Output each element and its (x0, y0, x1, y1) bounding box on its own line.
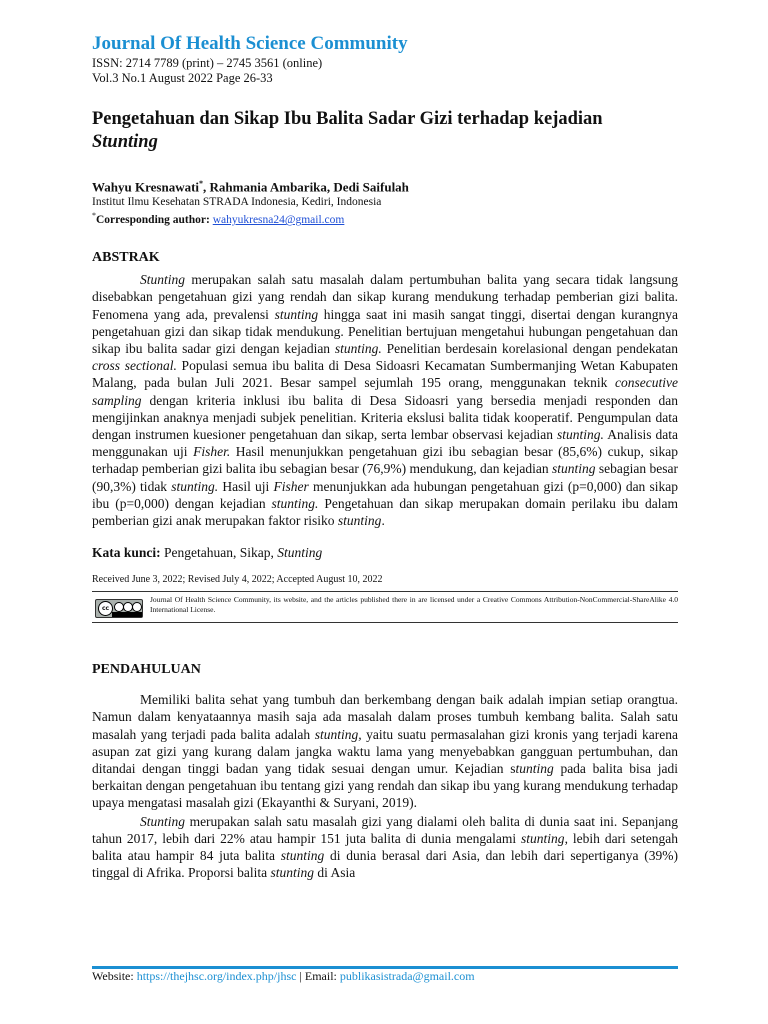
paper-title (92, 108, 678, 154)
intro-seg: stunting (270, 865, 314, 881)
abstract-seg: Penelitian berdesain korelasional dengan pendekatan (381, 340, 678, 356)
abstract-seg: Analisis data menggunakan uji (92, 426, 678, 460)
abstract-seg: . (381, 513, 385, 528)
abstract-seg: Fisher. (193, 444, 231, 460)
author-first: Wahyu Kresnawati (92, 179, 200, 195)
paper-title-italic: Stunting (92, 132, 158, 152)
paper-title-main: Pengetahuan dan Sikap Ibu Balita Sadar Gizi terhadap kejadian (92, 109, 603, 129)
abstract-seg: stunting. (171, 478, 219, 494)
footer (92, 969, 475, 984)
cc-strip (112, 612, 142, 617)
author-mark: * (199, 179, 204, 188)
footer-website-label: Website: (92, 969, 137, 983)
intro-seg: stunting, (314, 726, 362, 742)
intro-seg: Stunting (140, 813, 186, 829)
journal-name: Journal Of Health Science Community (92, 33, 408, 54)
abstract-seg: stunting. (557, 426, 604, 442)
intro-seg: stunting (280, 848, 325, 864)
abstract-seg: merupakan salah satu masalah dalam pertumbuhan balita yang secara tidak langsung disebabkan pengetahuan gizi yang rendah dan sikap kurang mendukung terhadap pemberian gizi balita. Fenomena yang ada, prevalensi (92, 272, 678, 322)
abstract-heading: ABSTRAK (92, 250, 160, 266)
abstract-seg: menunjukkan ada hubungan pengetahuan gizi (p=0,000) dan sikap ibu (p=0,000) dengan kejadian (92, 478, 679, 511)
abstract-seg: stunting (274, 306, 319, 322)
abstract-seg: Pengetahuan dan sikap merupakan domain perilaku ibu dalam pemberian gizi anak merupakan faktor risiko (92, 495, 678, 528)
intro-paragraph-2 (92, 813, 678, 882)
corr-label: Corresponding author: (96, 214, 210, 227)
intro-seg: stunting (521, 830, 565, 846)
author-list (92, 176, 678, 195)
corr-email-link[interactable]: wahyukresna24@gmail.com (212, 214, 345, 227)
abstract-seg: sebagian besar (90,3%) tidak (92, 461, 679, 494)
intro-seg: tunting (515, 761, 554, 777)
received-dates: Received June 3, 2022; Revised July 4, 2022; Accepted August 10, 2022 (92, 574, 383, 586)
intro-seg: pada balita bisa jadi berkaitan dengan pengetahuan ibu tentang gizi yang rendah dan sikap ibu yang kurang mendukung terhadap upaya mengatasi masalah gizi (Ekayanthi & Suryani, 2019). (92, 761, 678, 811)
intro-seg: Memiliki balita sehat yang tumbuh dan berkembang dengan baik adalah impian setiap orangtua. Namun dalam kenyataannya masih saja ada masalah dalam proses tumbuh kembang balita. Salah satu masalah yang terjadi pada balita adalah (92, 692, 678, 742)
journal-issn: ISSN: 2714 7789 (print) – 2745 3561 (online) (92, 56, 323, 70)
footer-email-link[interactable]: publikasistrada@gmail.com (339, 969, 475, 983)
intro-seg: , lebih dari setengah balita atau hampir 84 juta balita (92, 830, 678, 864)
license-text: Journal Of Health Science Community, its website, and the articles published there in are licensed under a Creative Commons Attribution-NonCommercial-ShareAlike 4.0 International License. (150, 595, 678, 615)
footer-email-label: Email: (304, 969, 340, 983)
abstract-seg: stunting. (271, 495, 319, 511)
abstract-seg: stunting (552, 461, 596, 477)
affiliation: Institut Ilmu Kesehatan STRADA Indonesia, Kediri, Indonesia (92, 196, 382, 209)
abstract-seg: Hasil menunjukkan pengetahuan gizi ibu sebagian besar (85,6%) cukup, sikap terhadap pemberian gizi balita ibu sebagian besar (76,9%) mendukung, dan kejadian (92, 444, 678, 477)
footer-separator: | (296, 969, 305, 983)
footer-website-link[interactable]: https://thejhsc.org/index.php/jhsc (136, 969, 297, 983)
cc-license-icon[interactable] (95, 599, 143, 618)
abstract-seg: Populasi semua ibu balita di Desa Sidoasri Kecamatan Sumbermanjing Wetan Kabupaten Malang, pada bulan Juli 2021. Besar sampel sejumlah 195 orang, menggunakan teknik (92, 358, 679, 391)
license-box (92, 591, 678, 623)
journal-volume: Vol.3 No.1 August 2022 Page 26-33 (92, 71, 273, 85)
abstract-seg: dengan kriteria inklusi ibu balita di Desa Sidoasri yang bersedia menjadi responden dan mengijinkan anaknya menjadi subjek penelitian. Kriteria ekslusi balita tidak kooperatif. Pengumpulan data dengan instrumen kuesioner pengetahuan dan sikap, serta lembar observasi kejadian (92, 392, 678, 442)
abstract-seg: Stunting (140, 272, 186, 288)
abstract-seg: hingga saat ini masih sangat tinggi, disertai dengan kurangnya pengetahuan gizi dan sikap tidak mendukung. Penelitian bertujuan mengetahui hubungan pengetahuan dan sikap ibu balita sadar gizi dengan kejadian (92, 306, 678, 356)
abstract-seg: stunting (337, 513, 382, 528)
abstract-seg: Fisher (273, 478, 309, 494)
intro-seg: di Asia (314, 865, 356, 881)
abstract-seg: cross sectional. (92, 358, 177, 374)
keywords-label: Kata kunci: (92, 545, 161, 561)
intro-paragraph-1 (92, 691, 678, 811)
abstract-seg: Hasil uji (218, 478, 274, 494)
intro-seg: yaitu suatu permasalahan gizi kronis yang terjadi karena asupan zat gizi yang kurang dalam jangka waktu lama yang menyebabkan gangguan pertumbuhan, dan ditandai dengan tinggi badan yang tidak sesuai dengan umur. Kejadian s (92, 726, 679, 777)
cc-logo: cc (98, 601, 113, 616)
keywords-italic: Stunting (277, 545, 323, 561)
sa-icon (132, 602, 142, 612)
paper-page (92, 32, 678, 881)
corresponding-author (92, 209, 678, 227)
intro-seg: merupakan salah satu masalah gizi yang dialami oleh balita di dunia saat ini. Sepanjang tahun 2017, lebih dari 22% atau hampir 151 juta balita di dunia mengalami (92, 813, 678, 846)
intro-heading: PENDAHULUAN (92, 662, 201, 678)
keywords-plain: Pengetahuan, Sikap, (160, 545, 278, 561)
intro-seg: di dunia berasal dari Asia, dan lebih dari sepertiganya (39%) tinggal di Afrika. Proporsi balita (92, 848, 678, 881)
author-rest: , Rahmania Ambarika, Dedi Saifulah (203, 179, 409, 195)
keywords (92, 544, 678, 561)
corr-mark: * (92, 211, 96, 221)
abstract-paragraph (92, 271, 678, 529)
abstract-seg: stunting. (334, 340, 382, 356)
abstract-seg: consecutive sampling (92, 375, 678, 408)
